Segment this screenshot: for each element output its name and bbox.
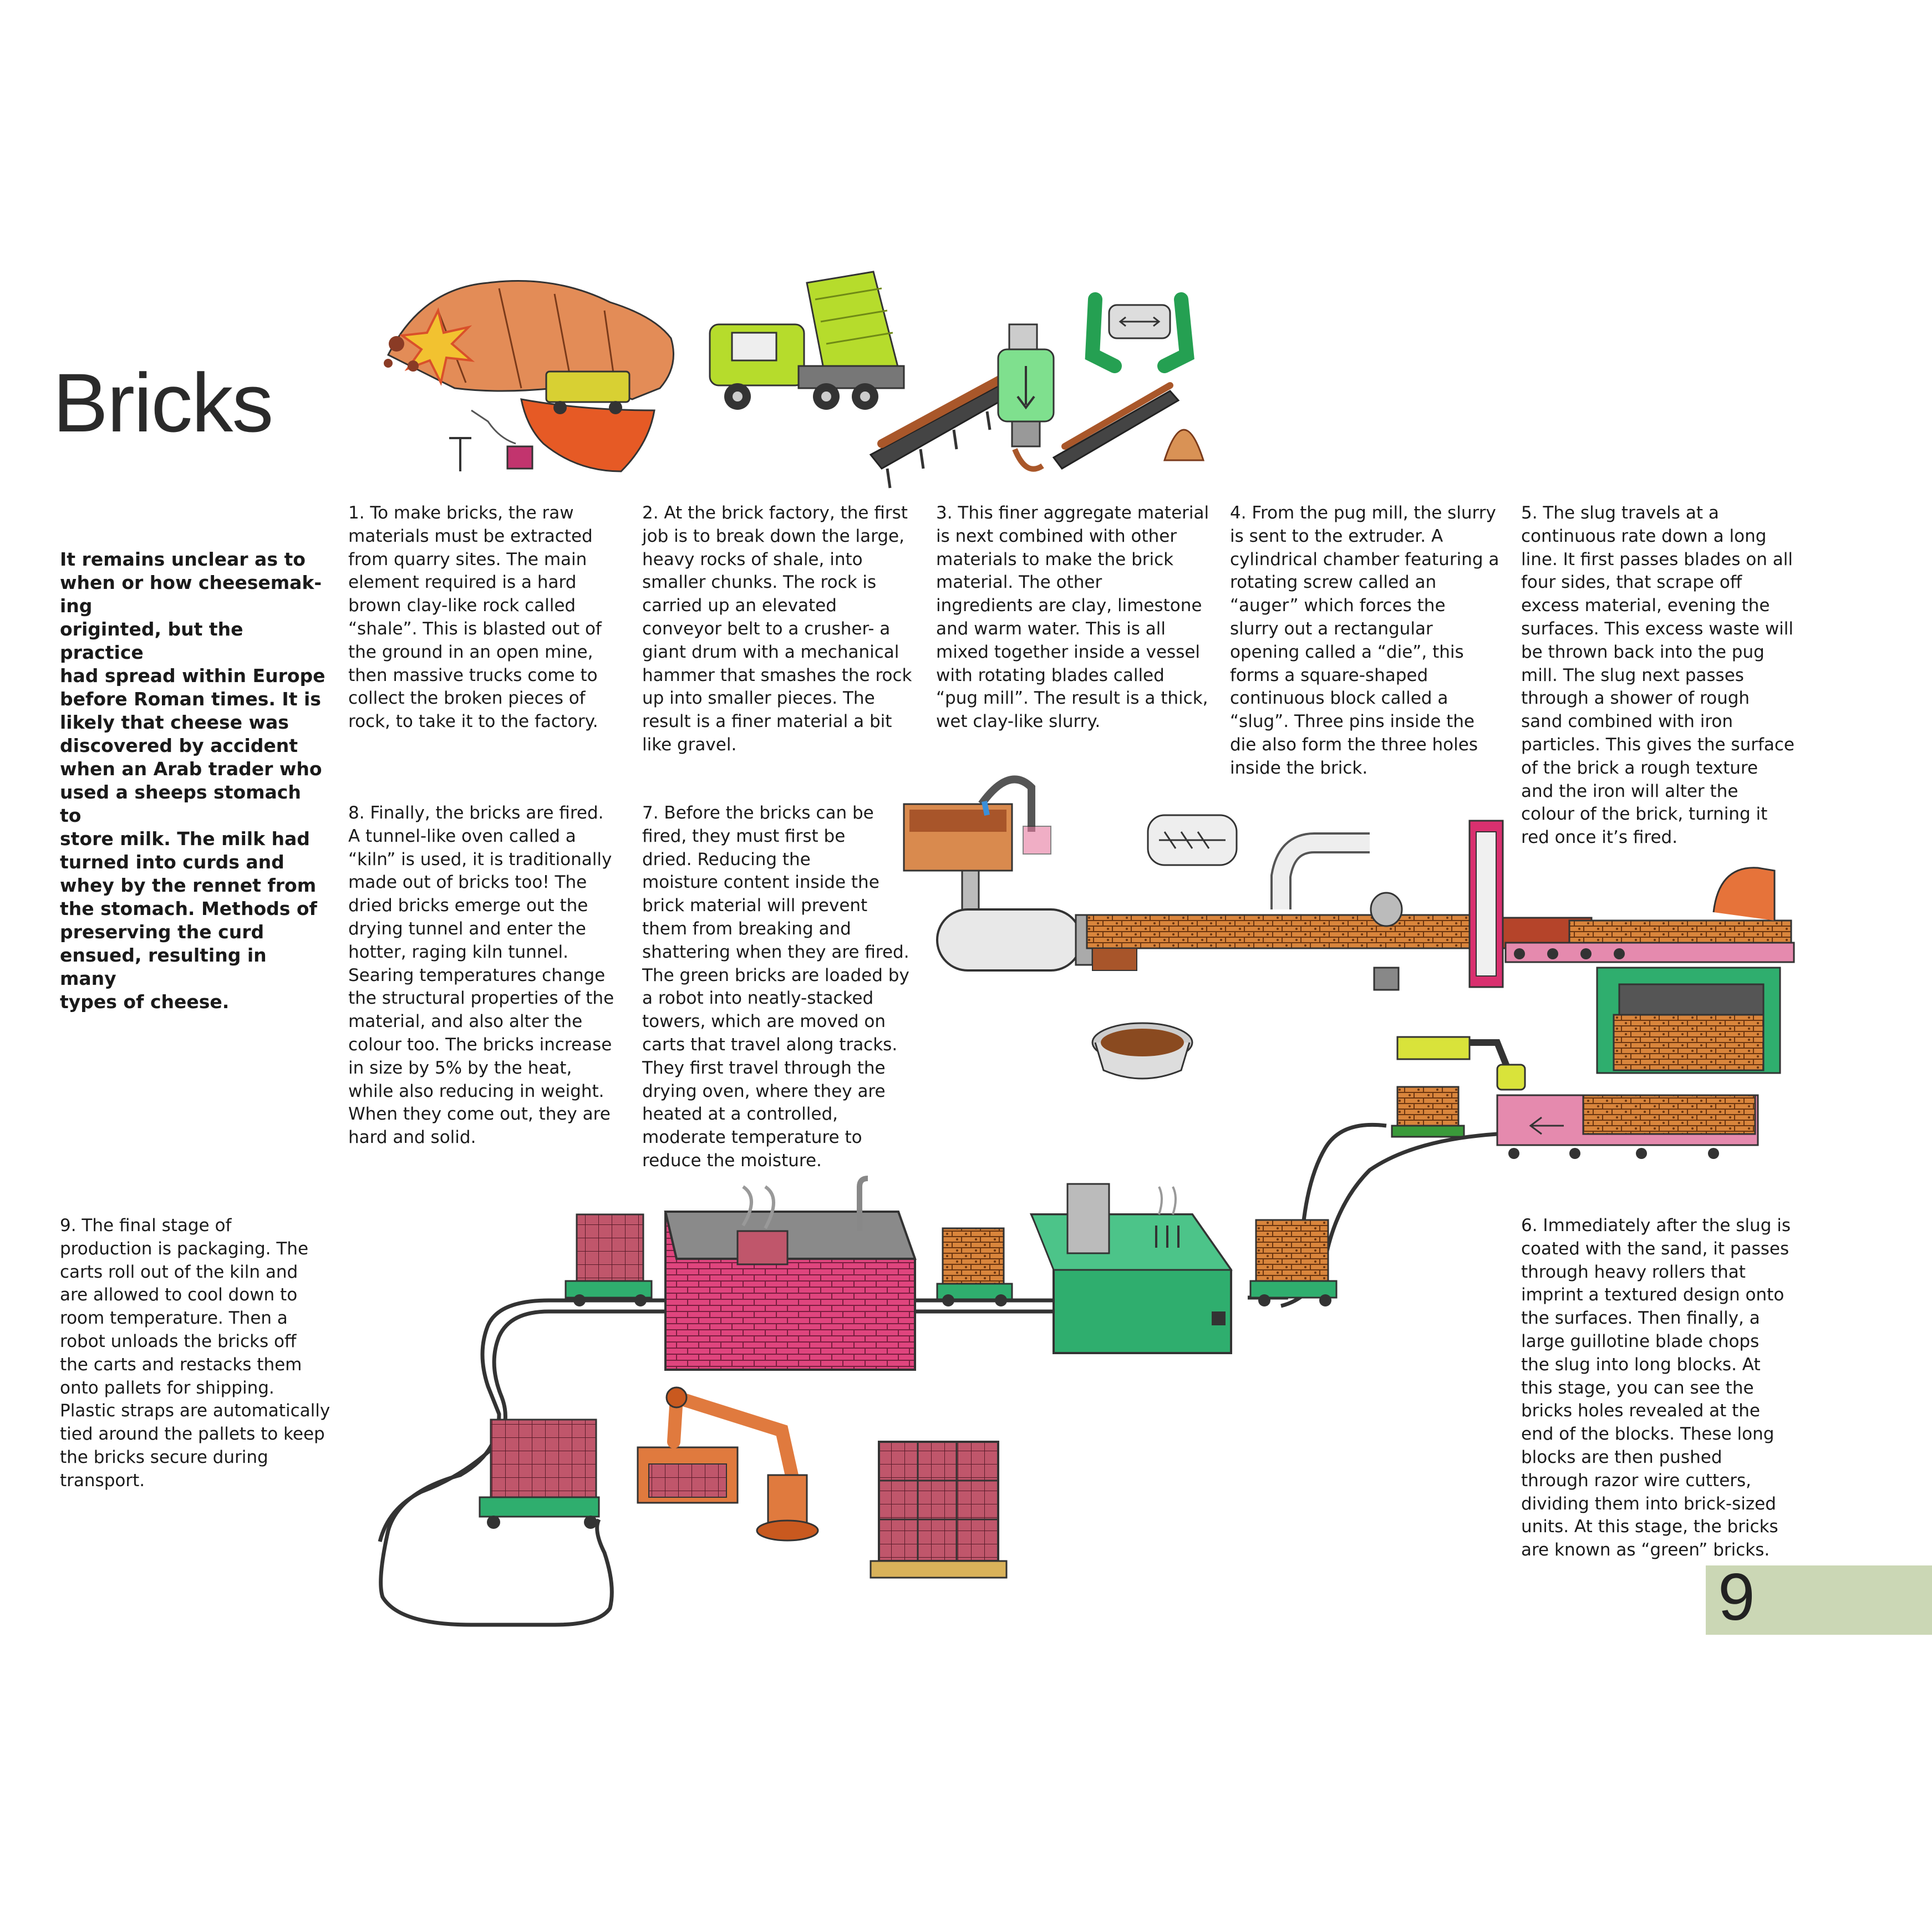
step-5-text: 5. The slug travels at a continuous rate down a long line. It first passes blades on all four sides, that scrape off excess material, evening the surfaces. This excess waste will be thrown back into the pug mill. The slug next passes through a shower of rough sand combined with iron particles. This gives the surface of the brick a rough texture and the iron will alter the colour of the brick, turning it red once it’s fired. xyxy=(1521,503,1794,848)
cart-kiln-exit xyxy=(566,1214,652,1306)
cart-dryer-entry xyxy=(1250,1220,1336,1306)
step-9-text: 9. The final stage of production is packaging. The carts roll out of the kiln and are allowed to cool down to room temperature. Then a robot unloads the bricks off the carts and restacks them onto pallets for shipping. Plastic straps are automatically tied around the pallets to keep the bricks secure during transport. xyxy=(60,1216,331,1491)
green-brick-conveyor xyxy=(1497,868,1794,1159)
step-3-text: 3. This finer aggregate material is next combined with other materials to make the brick material. The other ingredients are clay, limestone and warm water. This is all mixed together inside a vessel with rotating blades called “pug mill”. The result is a thick, wet clay-like slurry. xyxy=(936,503,1209,732)
pug-mill-icon xyxy=(998,324,1054,469)
cart-packaging xyxy=(480,1420,599,1529)
guillotine-icon xyxy=(1470,821,1503,987)
conveyor-icon-2 xyxy=(1054,385,1203,469)
dryer-icon xyxy=(1031,1184,1231,1353)
step-7-text: 7. Before the bricks can be fired, they must first be dried. Reducing the moisture content inside the brick material will prevent them from breaking and shattering when they are fired. The green bricks are loaded by a robot into neatly-stacked towers, which are moved on carts that travel along tracks. They first travel through the drying oven, where they are heated at a controlled, moderate temperature to reduce the moisture. xyxy=(642,803,909,1171)
pallet-icon xyxy=(871,1442,1006,1578)
intro-text: It remains unclear as to when or how cheesemak- ing originted, but the practice had spread within Europe before Roman times. It is likely that cheese was discovered by accident when an Arab trader who used a sheeps stomach to store milk. The milk had turned into curds and whey by the rennet from the stomach. Methods of preserving the curd ensued, resulting in many types of cheese. xyxy=(60,548,326,1013)
packaging-robot-icon xyxy=(638,1387,818,1540)
step-2-text: 2. At the brick factory, the first job is to break down the large, heavy rocks of shale, into smaller chunks. The rock is carried up an elevated conveyor belt to a crusher- a giant drum with a mechanical hammer that smashes the rock up into smaller pieces. The result is a finer material a bit like gravel. xyxy=(642,503,912,755)
step-6-text: 6. Immediately after the slug is coated with the sand, it passes through heavy rollers that imprint a textured design onto the surfaces. Then finally, a large guillotine blade chops the slug into long blocks. At this stage, you can see the bricks holes revealed at the end of the blocks. These long blocks are then pushed through razor wire cutters, dividing them into brick-sized units. At this stage, the bricks are known as “green” bricks. xyxy=(1521,1216,1791,1560)
kiln-icon xyxy=(665,1178,915,1370)
step-1-text: 1. To make bricks, the raw materials must be extracted from quarry sites. The main element required is a hard brown clay-like rock called “shale”. This is blasted out of the ground in an open mine, then massive trucks come to collect the broken pieces of rock, to take it to the factory. xyxy=(348,503,602,732)
step-4-text: 4. From the pug mill, the slurry is sent to the extruder. A cylindrical chamber featuring a rotating screw called an “auger” which forces the slurry out a rectangular opening called a “die”, this forms a square-shaped continuous block called a “slug”. Three pins inside the die also form the three holes inside the brick. xyxy=(1230,503,1499,778)
page-title: Bricks xyxy=(53,356,273,449)
step-8-text: 8. Finally, the bricks are fired. A tunnel-like oven called a “kiln” is used, it is traditionally made out of bricks too! The dried bricks emerge out the drying tunnel and enter the hotter, raging kiln tunnel. Searing temperatures change the structural properties of the material, and also alter the colour too. The bricks increase in size by 5% by the heat, while also reducing in weight. When they come out, they are hard and solid. xyxy=(348,803,614,1148)
page-number: 9 xyxy=(1718,1560,1755,1634)
dump-truck-icon xyxy=(546,372,629,402)
dump-truck-illustration xyxy=(710,272,904,410)
cart-dryer-exit xyxy=(937,1228,1012,1306)
quarry-illustration xyxy=(384,281,674,471)
die-icon xyxy=(1092,299,1187,366)
